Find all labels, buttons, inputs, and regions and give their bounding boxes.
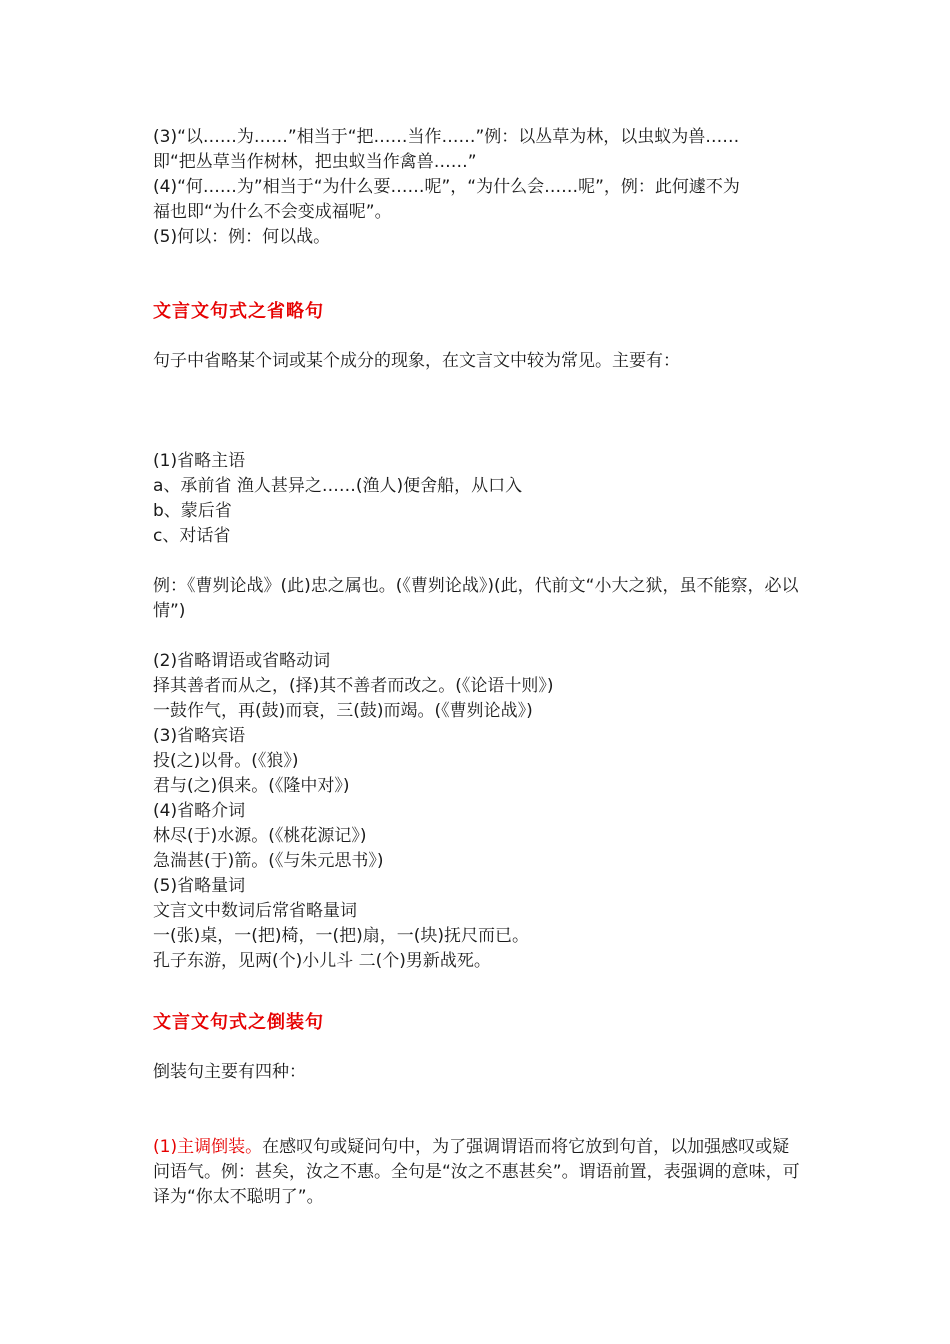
spacer — [153, 1085, 801, 1135]
body-line: 一(张)桌，一(把)椅，一(把)扇，一(块)抚尺而已。 — [153, 926, 530, 946]
body-line: 林尽(于)水源。(《桃花源记》) — [153, 826, 367, 846]
section-heading-omission: 文言文句式之省略句 — [153, 301, 324, 322]
spacer — [153, 1035, 801, 1060]
intro-line: (3)“以……为……”相当于“把……当作……”例：以丛草为林，以虫蚁为兽…… — [153, 127, 740, 147]
section-intro: 句子中省略某个词或某个成分的现象，在文言文中较为常见。主要有： — [153, 351, 680, 371]
body-line: (3)省略宾语 — [153, 726, 246, 746]
body-line: 孔子东游，见两(个)小儿斗 二(个)男新战死。 — [153, 951, 491, 971]
spacer — [153, 324, 801, 349]
section-intro: 倒装句主要有四种： — [153, 1062, 306, 1082]
body-line: 急湍甚(于)箭。(《与朱元思书》) — [153, 851, 384, 871]
inversion-item-paragraph — [153, 1135, 801, 1210]
intro-line: 即“把丛草当作树林，把虫蚁当作禽兽……” — [153, 152, 477, 172]
spacer — [153, 624, 801, 649]
body-line: a、承前省 渔人甚异之……(渔人)便舍船，从口入 — [153, 476, 523, 496]
body-line: (5)省略量词 — [153, 876, 246, 896]
intro-line: 福也即“为什么不会变成福呢”。 — [153, 202, 392, 222]
spacer — [153, 974, 801, 1010]
body-line: 文言文中数词后常省略量词 — [153, 901, 357, 921]
body-line: 一鼓作气，再(鼓)而衰，三(鼓)而竭。(《曹刿论战》) — [153, 701, 533, 721]
spacer — [153, 549, 801, 574]
intro-line: (5)何以：例：何以战。 — [153, 227, 331, 247]
body-line: 君与(之)俱来。(《隆中对》) — [153, 776, 350, 796]
body-line: (4)省略介词 — [153, 801, 246, 821]
section-heading-inversion: 文言文句式之倒装句 — [153, 1012, 324, 1033]
intro-line: (4)“何……为”相当于“为什么要……呢”，“为什么会……呢”，例：此何遽不为 — [153, 177, 740, 197]
body-line: 投(之)以骨。(《狼》) — [153, 751, 299, 771]
example-paragraph: 例：《曹刿论战》(此)忠之属也。(《曹刿论战》)(此，代前文“小大之狱，虽不能察，必以情”) — [153, 576, 799, 621]
document-page — [153, 125, 801, 1210]
spacer — [153, 374, 801, 449]
body-line: 择其善者而从之，(择)其不善者而改之。(《论语十则》) — [153, 676, 554, 696]
body-line: c、对话省 — [153, 526, 231, 546]
body-line: b、蒙后省 — [153, 501, 232, 521]
inversion-item-text: 在感叹句或疑问句中，为了强调谓语而将它放到句首，以加强感叹或疑问语气。例：甚矣，汝之不惠。全句是“汝之不惠甚矣”。谓语前置，表强调的意味，可译为“你太不聪明了”。 — [153, 1137, 800, 1207]
body-line: (2)省略谓语或省略动词 — [153, 651, 331, 671]
spacer — [153, 250, 801, 299]
inversion-item-label: (1)主调倒装。 — [153, 1137, 263, 1157]
body-line: (1)省略主语 — [153, 451, 246, 471]
